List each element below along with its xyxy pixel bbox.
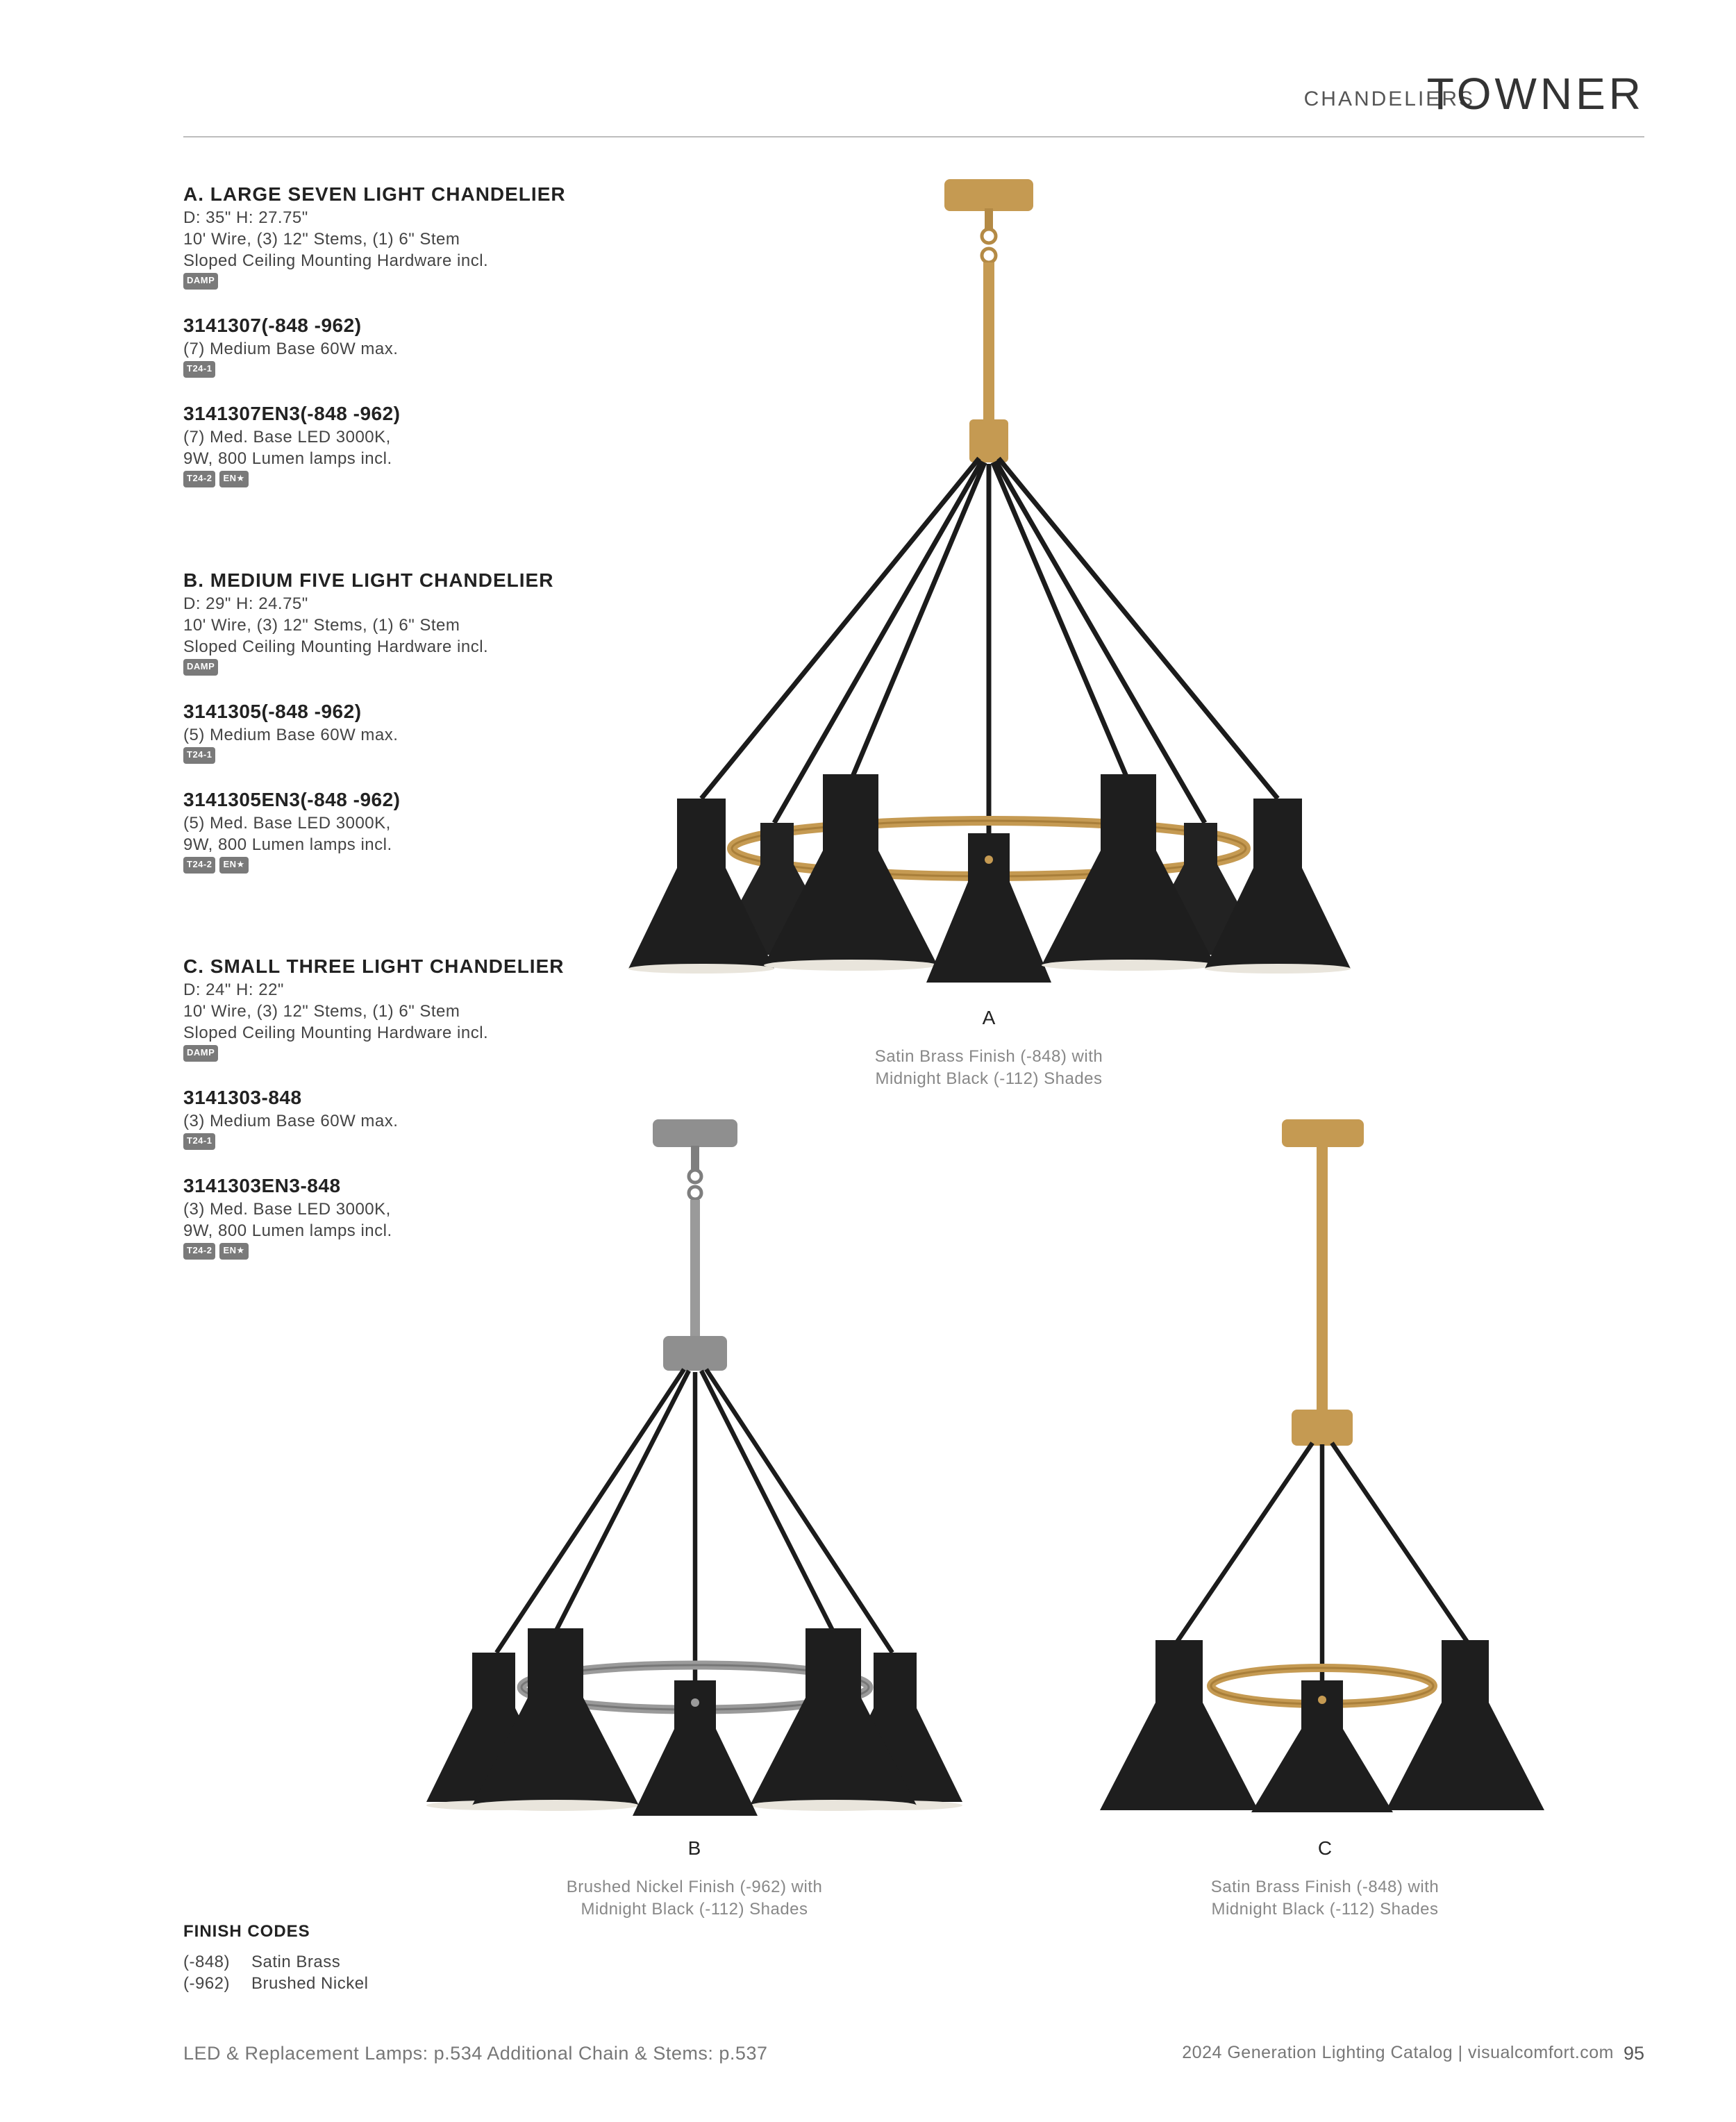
sku-code: 3141303-848: [183, 1087, 302, 1108]
caption-line: Brushed Nickel Finish (-962) with: [566, 1878, 823, 1896]
header-divider: [183, 136, 1644, 137]
product-mount: Sloped Ceiling Mounting Hardware incl.: [183, 251, 489, 270]
t24-badge: T24-2: [183, 471, 215, 487]
sku-lamp: (5) Medium Base 60W max.: [183, 726, 399, 744]
product-wire: 10' Wire, (3) 12" Stems, (1) 6" Stem: [183, 1002, 460, 1021]
chandelier-c-image: [1083, 1111, 1569, 1826]
footer-references: LED & Replacement Lamps: p.534 Additional Chain & Stems: p.537: [183, 2043, 768, 2064]
t24-badge: T24-1: [183, 1133, 215, 1150]
page-number: 95: [1623, 2043, 1644, 2064]
caption-line: Midnight Black (-112) Shades: [581, 1900, 808, 1919]
finish-name: Brushed Nickel: [251, 1974, 369, 1993]
product-dimensions: D: 24" H: 22": [183, 980, 284, 999]
footer-catalog: 2024 Generation Lighting Catalog | visualcomfort.com: [1182, 2043, 1614, 2062]
product-mount: Sloped Ceiling Mounting Hardware incl.: [183, 1024, 489, 1042]
product-dimensions: D: 35" H: 27.75": [183, 208, 308, 227]
finish-codes-title: FINISH CODES: [183, 1922, 310, 1941]
finish-code: (-962): [183, 1974, 231, 1993]
sku-code: 3141307EN3(-848 -962): [183, 403, 401, 424]
caption-b-letter: B: [687, 1837, 701, 1859]
finish-code-row: [183, 1953, 340, 1972]
product-dimensions: D: 29" H: 24.75": [183, 594, 308, 613]
caption-line: Satin Brass Finish (-848) with: [874, 1047, 1103, 1066]
caption-line: Midnight Black (-112) Shades: [875, 1069, 1103, 1088]
finish-code: (-848): [183, 1953, 231, 1971]
sku-lamp: (3) Med. Base LED 3000K,: [183, 1200, 391, 1219]
t24-badge: T24-2: [183, 1243, 215, 1260]
sku-lamp: (5) Med. Base LED 3000K,: [183, 814, 391, 833]
section-label: CHANDELIERS: [1303, 87, 1475, 110]
sku-code: 3141305(-848 -962): [183, 701, 362, 722]
caption-a-letter: A: [982, 1007, 996, 1028]
chandelier-b-image: [417, 1111, 986, 1826]
energy-star-badge: EN★: [219, 471, 248, 487]
product-wire: 10' Wire, (3) 12" Stems, (1) 6" Stem: [183, 616, 460, 635]
caption-b-text: [486, 1876, 903, 1921]
caption-c-letter: C: [1317, 1837, 1333, 1859]
caption-a-text: [781, 1046, 1197, 1090]
t24-badge: T24-1: [183, 361, 215, 378]
damp-badge: DAMP: [183, 1045, 218, 1062]
t24-badge: T24-2: [183, 857, 215, 874]
energy-star-badge: EN★: [219, 1243, 248, 1260]
product-title: B. MEDIUM FIVE LIGHT CHANDELIER: [183, 569, 554, 591]
chandelier-a-image: [611, 174, 1375, 1007]
sku-lamp: 9W, 800 Lumen lamps incl.: [183, 835, 392, 854]
sku-code: 3141307(-848 -962): [183, 315, 362, 336]
product-wire: 10' Wire, (3) 12" Stems, (1) 6" Stem: [183, 230, 460, 249]
sku-lamp: (7) Med. Base LED 3000K,: [183, 428, 391, 446]
product-mount: Sloped Ceiling Mounting Hardware incl.: [183, 637, 489, 656]
caption-c-text: [1117, 1876, 1533, 1921]
finish-name: Satin Brass: [251, 1953, 341, 1971]
damp-badge: DAMP: [183, 659, 218, 676]
product-title: C. SMALL THREE LIGHT CHANDELIER: [183, 955, 565, 977]
finish-code-row: [183, 1974, 368, 1994]
product-title: A. LARGE SEVEN LIGHT CHANDELIER: [183, 183, 566, 205]
damp-badge: DAMP: [183, 273, 218, 290]
sku-code: 3141303EN3-848: [183, 1175, 341, 1196]
sku-lamp: (3) Medium Base 60W max.: [183, 1112, 399, 1130]
sku-lamp: 9W, 800 Lumen lamps incl.: [183, 449, 392, 468]
collection-title: TOWNER: [1426, 69, 1644, 119]
caption-line: Midnight Black (-112) Shades: [1211, 1900, 1439, 1919]
caption-line: Satin Brass Finish (-848) with: [1210, 1878, 1439, 1896]
energy-star-badge: EN★: [219, 857, 248, 874]
sku-lamp: (7) Medium Base 60W max.: [183, 340, 399, 358]
t24-badge: T24-1: [183, 747, 215, 764]
sku-code: 3141305EN3(-848 -962): [183, 789, 401, 810]
sku-lamp: 9W, 800 Lumen lamps incl.: [183, 1221, 392, 1240]
